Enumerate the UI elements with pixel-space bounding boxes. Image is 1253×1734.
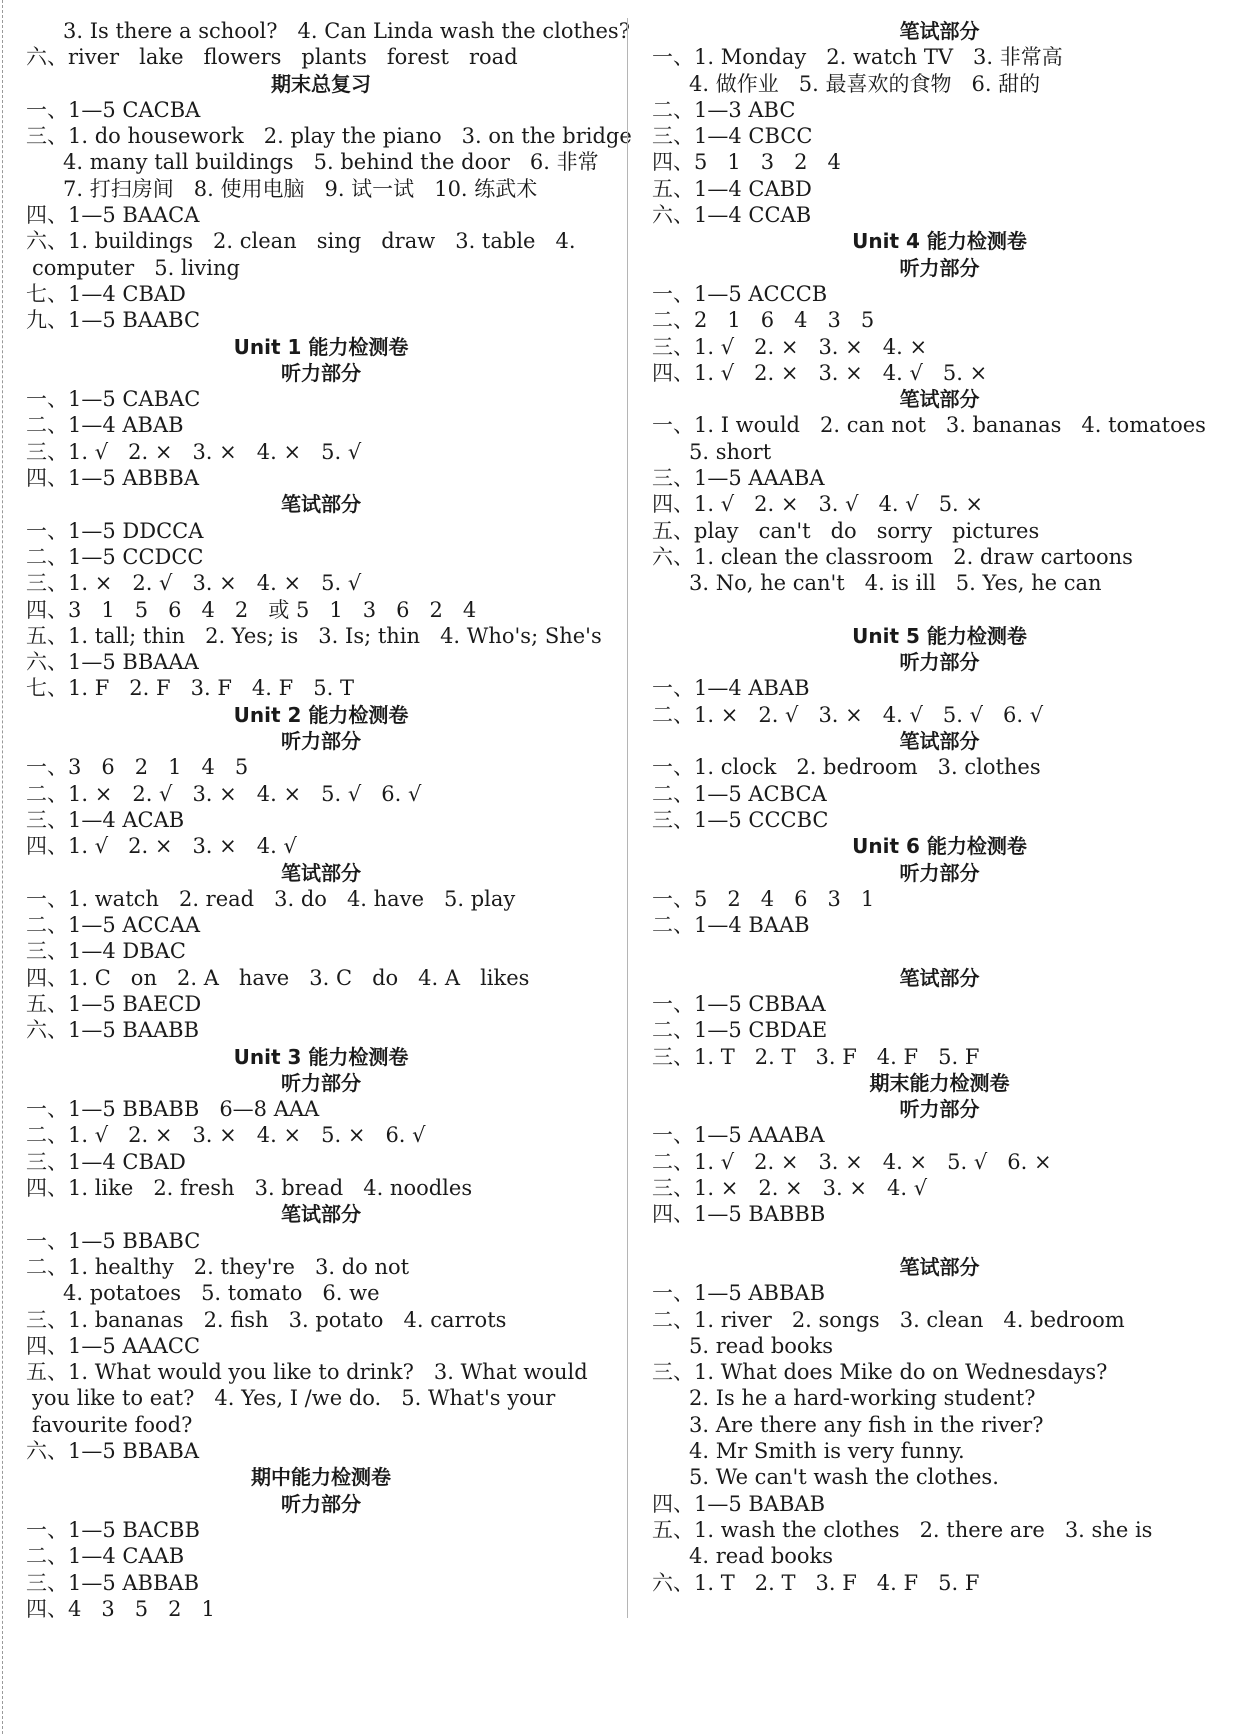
answer-line: 二、1—5 ACBCA — [652, 781, 827, 806]
answer-line: 三、1. do housework 2. play the piano 3. on the bridge — [26, 124, 632, 149]
answer-line: 五、1. wash the clothes 2. there are 3. she is — [652, 1517, 1153, 1542]
answer-line: 4. 做作业 5. 最喜欢的食物 6. 甜的 — [689, 71, 1041, 96]
column-divider — [627, 18, 628, 1618]
answer-line: 四、1. √ 2. × 3. × 4. √ 5. × — [652, 360, 988, 385]
section-heading: 期末能力检测卷 — [869, 1070, 1010, 1095]
section-heading: 笔试部分 — [899, 387, 980, 412]
page-edge-line — [2, 0, 3, 1734]
answer-line: 二、1—4 BAAB — [652, 913, 810, 938]
answer-line: 四、1—5 AAACC — [26, 1333, 201, 1358]
answer-line: 一、1. I would 2. can not 3. bananas 4. tomatoes — [652, 413, 1206, 438]
answer-line: 五、1—5 BAECD — [26, 991, 202, 1016]
section-heading: 期中能力检测卷 — [251, 1465, 391, 1490]
answer-line: 四、1—5 BAACA — [26, 203, 200, 228]
answer-line: 九、1—5 BAABC — [26, 308, 201, 333]
answer-line: 六、1. buildings 2. clean sing draw 3. table 4. — [26, 229, 576, 254]
section-heading: 听力部分 — [899, 1097, 980, 1122]
answer-line: 三、1—5 ABBAB — [26, 1570, 200, 1595]
section-heading: Unit 6 能力检测卷 — [852, 834, 1027, 859]
answer-line: 五、1. tall; thin 2. Yes; is 3. Is; thin 4. Who's; She's — [26, 623, 602, 648]
answer-line: 五、1. What would you like to drink? 3. What would — [26, 1360, 588, 1385]
answer-line: 7. 打扫房间 8. 使用电脑 9. 试一试 10. 练武术 — [63, 176, 538, 201]
answer-line: 4. many tall buildings 5. behind the door 6. 非常 — [63, 150, 599, 175]
answer-line: 六、1—5 BBABA — [26, 1439, 200, 1464]
answer-line: 三、1—4 DBAC — [26, 939, 186, 964]
section-heading: 听力部分 — [899, 860, 980, 885]
section-heading: Unit 5 能力检测卷 — [852, 623, 1027, 648]
answer-line: 三、1—5 CCCBC — [652, 807, 829, 832]
answer-line: 七、1—4 CBAD — [26, 281, 186, 306]
section-heading: 笔试部分 — [281, 1202, 361, 1227]
answer-line: 一、1—5 BACBB — [26, 1517, 200, 1542]
answer-column-left — [26, 18, 632, 1622]
answer-line: 三、1. What does Mike do on Wednesdays? — [652, 1360, 1108, 1385]
answer-line: 一、5 2 4 6 3 1 — [652, 886, 875, 911]
answer-line: 二、1. × 2. √ 3. × 4. √ 5. √ 6. √ — [652, 702, 1044, 727]
blank-line — [652, 938, 1227, 964]
answer-line: 三、1. bananas 2. fish 3. potato 4. carrots — [26, 1307, 507, 1332]
answer-line: 3. No, he can't 4. is ill 5. Yes, he can — [689, 571, 1102, 596]
answer-line: 一、1—5 CBBAA — [652, 991, 826, 1016]
answer-line: 三、1—4 CBCC — [652, 124, 813, 149]
answer-line: 三、1. T 2. T 3. F 4. F 5. F — [652, 1044, 980, 1069]
answer-column-right — [652, 18, 1227, 1596]
answer-line: 二、1—4 CAAB — [26, 1544, 185, 1569]
answer-line: 一、1. Monday 2. watch TV 3. 非常高 — [652, 45, 1063, 70]
answer-line: 三、1. √ 2. × 3. × 4. × — [652, 334, 928, 359]
answer-line: 六、1—5 BBAAA — [26, 650, 199, 675]
answer-line: 六、1. T 2. T 3. F 4. F 5. F — [652, 1570, 980, 1595]
answer-line: 三、1. × 2. √ 3. × 4. × 5. √ — [26, 571, 362, 596]
answer-line: 3. Is there a school? 4. Can Linda wash the clothes? — [63, 19, 630, 43]
section-heading: 听力部分 — [281, 1070, 361, 1095]
answer-line: 四、1. C on 2. A have 3. C do 4. A likes — [26, 965, 530, 990]
answer-line: 二、1—5 CBDAE — [652, 1018, 828, 1043]
answer-line: 5. read books — [689, 1333, 834, 1358]
answer-line: you like to eat? 4. Yes, I /we do. 5. What's your — [32, 1386, 556, 1411]
answer-line: 一、1—5 AAABA — [652, 1123, 825, 1148]
answer-line: 三、1. × 2. × 3. × 4. √ — [652, 1176, 928, 1201]
section-heading: 笔试部分 — [899, 965, 980, 990]
answer-line: 一、1—5 CABAC — [26, 387, 201, 412]
answer-line: 3. Are there any fish in the river? — [689, 1412, 1044, 1437]
answer-line: 二、1—5 ACCAA — [26, 913, 201, 938]
blank-line — [652, 597, 1227, 623]
answer-line: 四、1—5 BABBB — [652, 1202, 826, 1227]
section-heading: 笔试部分 — [281, 860, 361, 885]
answer-line: 二、1—3 ABC — [652, 97, 796, 122]
answer-line: 一、1—5 BBABB 6—8 AAA — [26, 1097, 320, 1122]
section-heading: 笔试部分 — [899, 19, 980, 43]
section-heading: 听力部分 — [899, 255, 980, 280]
answer-line: 二、2 1 6 4 3 5 — [652, 308, 875, 333]
answer-line: 四、5 1 3 2 4 — [652, 150, 841, 175]
answer-line: 二、1. √ 2. × 3. × 4. × 5. √ 6. × — [652, 1149, 1052, 1174]
answer-line: 二、1. healthy 2. they're 3. do not — [26, 1254, 410, 1279]
answer-line: 三、1. √ 2. × 3. × 4. × 5. √ — [26, 439, 362, 464]
answer-line: 一、1. watch 2. read 3. do 4. have 5. play — [26, 886, 516, 911]
answer-line: 五、play can't do sorry pictures — [652, 518, 1040, 543]
section-heading: Unit 4 能力检测卷 — [852, 229, 1027, 254]
answer-line: 六、1—4 CCAB — [652, 203, 812, 228]
answer-line: 一、1—5 ABBAB — [652, 1281, 826, 1306]
answer-line: 一、3 6 2 1 4 5 — [26, 755, 249, 780]
section-heading: 听力部分 — [281, 360, 361, 385]
answer-line: 一、1—5 DDCCA — [26, 518, 204, 543]
answer-line: 三、1—4 ACAB — [26, 807, 185, 832]
answer-line: 五、1—4 CABD — [652, 176, 812, 201]
section-heading: 笔试部分 — [281, 492, 361, 517]
answer-line: 六、1. clean the classroom 2. draw cartoons — [652, 544, 1133, 569]
answer-line: 一、1—5 CACBA — [26, 97, 201, 122]
section-heading: Unit 2 能力检测卷 — [233, 702, 409, 727]
answer-line: 2. Is he a hard-working student? — [689, 1386, 1036, 1411]
answer-line: 三、1—5 AAABA — [652, 466, 825, 491]
answer-line: 5. We can't wash the clothes. — [689, 1465, 999, 1490]
answer-line: 四、1. like 2. fresh 3. bread 4. noodles — [26, 1176, 473, 1201]
answer-line: 四、1. √ 2. × 3. √ 4. √ 5. × — [652, 492, 983, 517]
answer-line: 一、1—5 BBABC — [26, 1228, 201, 1253]
answer-line: 二、1—4 ABAB — [26, 413, 184, 438]
section-heading: 听力部分 — [281, 729, 361, 754]
answer-line: 三、1—4 CBAD — [26, 1149, 186, 1174]
section-heading: Unit 3 能力检测卷 — [233, 1044, 409, 1069]
answer-line: 4. Mr Smith is very funny. — [689, 1439, 965, 1464]
answer-line: 5. short — [689, 439, 772, 464]
section-heading: 听力部分 — [281, 1491, 361, 1516]
section-heading: 期末总复习 — [271, 71, 371, 96]
section-heading: Unit 1 能力检测卷 — [233, 334, 409, 359]
answer-line: 六、river lake flowers plants forest road — [26, 45, 518, 70]
answer-line: computer 5. living — [32, 255, 240, 280]
answer-line: 四、1. √ 2. × 3. × 4. √ — [26, 834, 297, 859]
answer-line: 二、1. river 2. songs 3. clean 4. bedroom — [652, 1307, 1125, 1332]
answer-line: 七、1. F 2. F 3. F 4. F 5. T — [26, 676, 354, 701]
answer-line: 四、4 3 5 2 1 — [26, 1596, 215, 1621]
answer-line: 一、1—5 ACCCB — [652, 281, 828, 306]
blank-line — [652, 1228, 1227, 1254]
answer-line: 四、1—5 ABBBA — [26, 466, 200, 491]
answer-line: 四、1—5 BABAB — [652, 1491, 826, 1516]
section-heading: 笔试部分 — [899, 729, 980, 754]
answer-line: favourite food? — [32, 1412, 193, 1437]
answer-line: 4. potatoes 5. tomato 6. we — [63, 1281, 380, 1306]
answer-line: 六、1—5 BAABB — [26, 1018, 200, 1043]
answer-line: 一、1. clock 2. bedroom 3. clothes — [652, 755, 1041, 780]
answer-line: 一、1—4 ABAB — [652, 676, 810, 701]
answer-line: 四、3 1 5 6 4 2 或 5 1 3 6 2 4 — [26, 597, 477, 622]
answer-line: 二、1. √ 2. × 3. × 4. × 5. × 6. √ — [26, 1123, 426, 1148]
section-heading: 笔试部分 — [899, 1254, 980, 1279]
section-heading: 听力部分 — [899, 650, 980, 675]
answer-line: 4. read books — [689, 1544, 834, 1569]
answer-line: 二、1—5 CCDCC — [26, 544, 204, 569]
answer-line: 二、1. × 2. √ 3. × 4. × 5. √ 6. √ — [26, 781, 422, 806]
